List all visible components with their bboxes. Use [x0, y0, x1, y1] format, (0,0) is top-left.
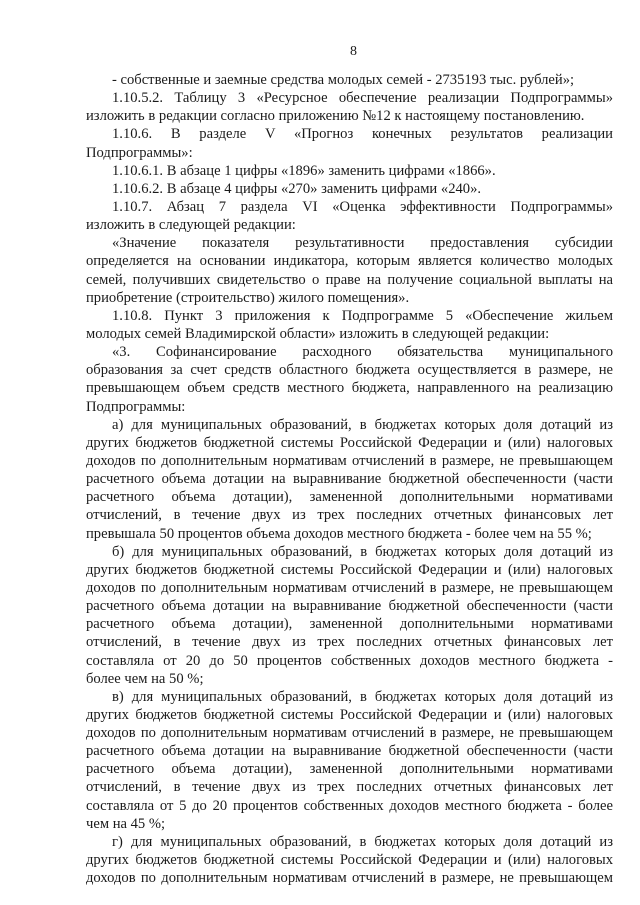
page-number: 8 [350, 44, 357, 59]
text-line: отчислений, в течение двух из трех последних отчетных финансовых лет [86, 634, 613, 651]
text-line: отчислений, в течение двух из трех последних отчетных финансовых лет [86, 779, 613, 796]
text-line: г) для муниципальных образований, в бюджетах которых доля дотаций из [112, 833, 613, 850]
text-line: 1.10.8. Пункт 3 приложения к Подпрограмме 5 «Обеспечение жильем [112, 307, 613, 324]
text-line: «3. Софинансирование расходного обязательства муниципального [112, 344, 613, 361]
text-line: доходов по дополнительным нормативам отчислений в размере, не превышающем [86, 870, 613, 887]
text-line: расчетного объема дотации на выравнивание бюджетной обеспеченности (части [86, 743, 613, 760]
text-line: расчетного объема дотации), замененной дополнительными нормативами [86, 489, 613, 506]
text-line: изложить в следующей редакции: [86, 217, 296, 234]
text-line: приобретение (строительство) жилого помещения». [86, 289, 410, 306]
text-line: других бюджетов бюджетной системы Российской Федерации и (или) налоговых [86, 852, 613, 869]
text-line: отчислений, в течение двух из трех последних отчетных финансовых лет [86, 507, 613, 524]
text-line: 1.10.6. В разделе V «Прогноз конечных результатов реализации [112, 126, 613, 143]
document-page [86, 42, 613, 887]
text-line: б) для муниципальных образований, в бюджетах которых доля дотаций из [112, 543, 613, 560]
text-line: других бюджетов бюджетной системы Российской Федерации и (или) налоговых [86, 434, 613, 451]
text-line: определяется на основании индикатора, которым является количество молодых [86, 253, 613, 270]
text-line: «Значение показателя результативности предоставления субсидии [112, 235, 613, 252]
text-line: молодых семей Владимирской области» изложить в следующей редакции: [86, 325, 550, 342]
text-line: расчетного объема дотации), замененной дополнительными нормативами [86, 761, 613, 778]
text-line: в) для муниципальных образований, в бюджетах которых доля дотаций из [112, 688, 613, 705]
text-line: составляла от 5 до 20 процентов собственных доходов местного бюджета - более [86, 797, 613, 814]
text-line: других бюджетов бюджетной системы Российской Федерации и (или) налоговых [86, 706, 613, 723]
text-line: расчетного объема дотации на выравнивание бюджетной обеспеченности (части [86, 471, 613, 488]
text-line: более чем на 50 %; [86, 670, 204, 687]
text-line: превышающем объем средств местного бюджета, направленного на реализацию [86, 380, 613, 397]
text-line: изложить в редакции согласно приложению №12 к настоящему постановлению. [86, 108, 585, 125]
text-line: - собственные и заемные средства молодых семей - 2735193 тыс. рублей»; [112, 72, 575, 88]
text-line: чем на 45 %; [86, 815, 166, 832]
text-line: доходов по дополнительным нормативам отчислений в размере, не превышающем [86, 725, 613, 742]
text-line: 1.10.7. Абзац 7 раздела VI «Оценка эффективности Подпрограммы» [112, 198, 613, 215]
document-body [86, 71, 613, 887]
text-line: превышала 50 процентов объема доходов местного бюджета - более чем на 55 %; [86, 525, 592, 542]
text-line: семей, получивших свидетельство о праве на получение социальной выплаты на [86, 271, 613, 288]
text-line: доходов по дополнительным нормативам отчислений в размере, не превышающем [86, 452, 613, 469]
text-line: Подпрограммы: [86, 398, 186, 415]
text-line: расчетного объема дотации на выравнивание бюджетной обеспеченности (части [86, 598, 613, 615]
text-line: составляла от 20 до 50 процентов собственных доходов местного бюджета - [86, 652, 613, 669]
text-line: 1.10.6.1. В абзаце 1 цифры «1896» заменить цифрами «1866». [112, 162, 496, 179]
text-line: 1.10.5.2. Таблицу 3 «Ресурсное обеспечение реализации Подпрограммы» [112, 90, 613, 107]
text-line: доходов по дополнительным нормативам отчислений в размере, не превышающем [86, 579, 613, 596]
text-line: других бюджетов бюджетной системы Российской Федерации и (или) налоговых [86, 561, 613, 578]
text-line: а) для муниципальных образований, в бюджетах которых доля дотаций из [112, 416, 613, 433]
text-line: Подпрограммы»: [86, 144, 193, 161]
text-line: 1.10.6.2. В абзаце 4 цифры «270» заменить цифрами «240». [112, 180, 482, 197]
text-line: расчетного объема дотации), замененной дополнительными нормативами [86, 616, 613, 633]
text-line: образования за счет средств областного бюджета осуществляется в размере, не [86, 362, 613, 379]
